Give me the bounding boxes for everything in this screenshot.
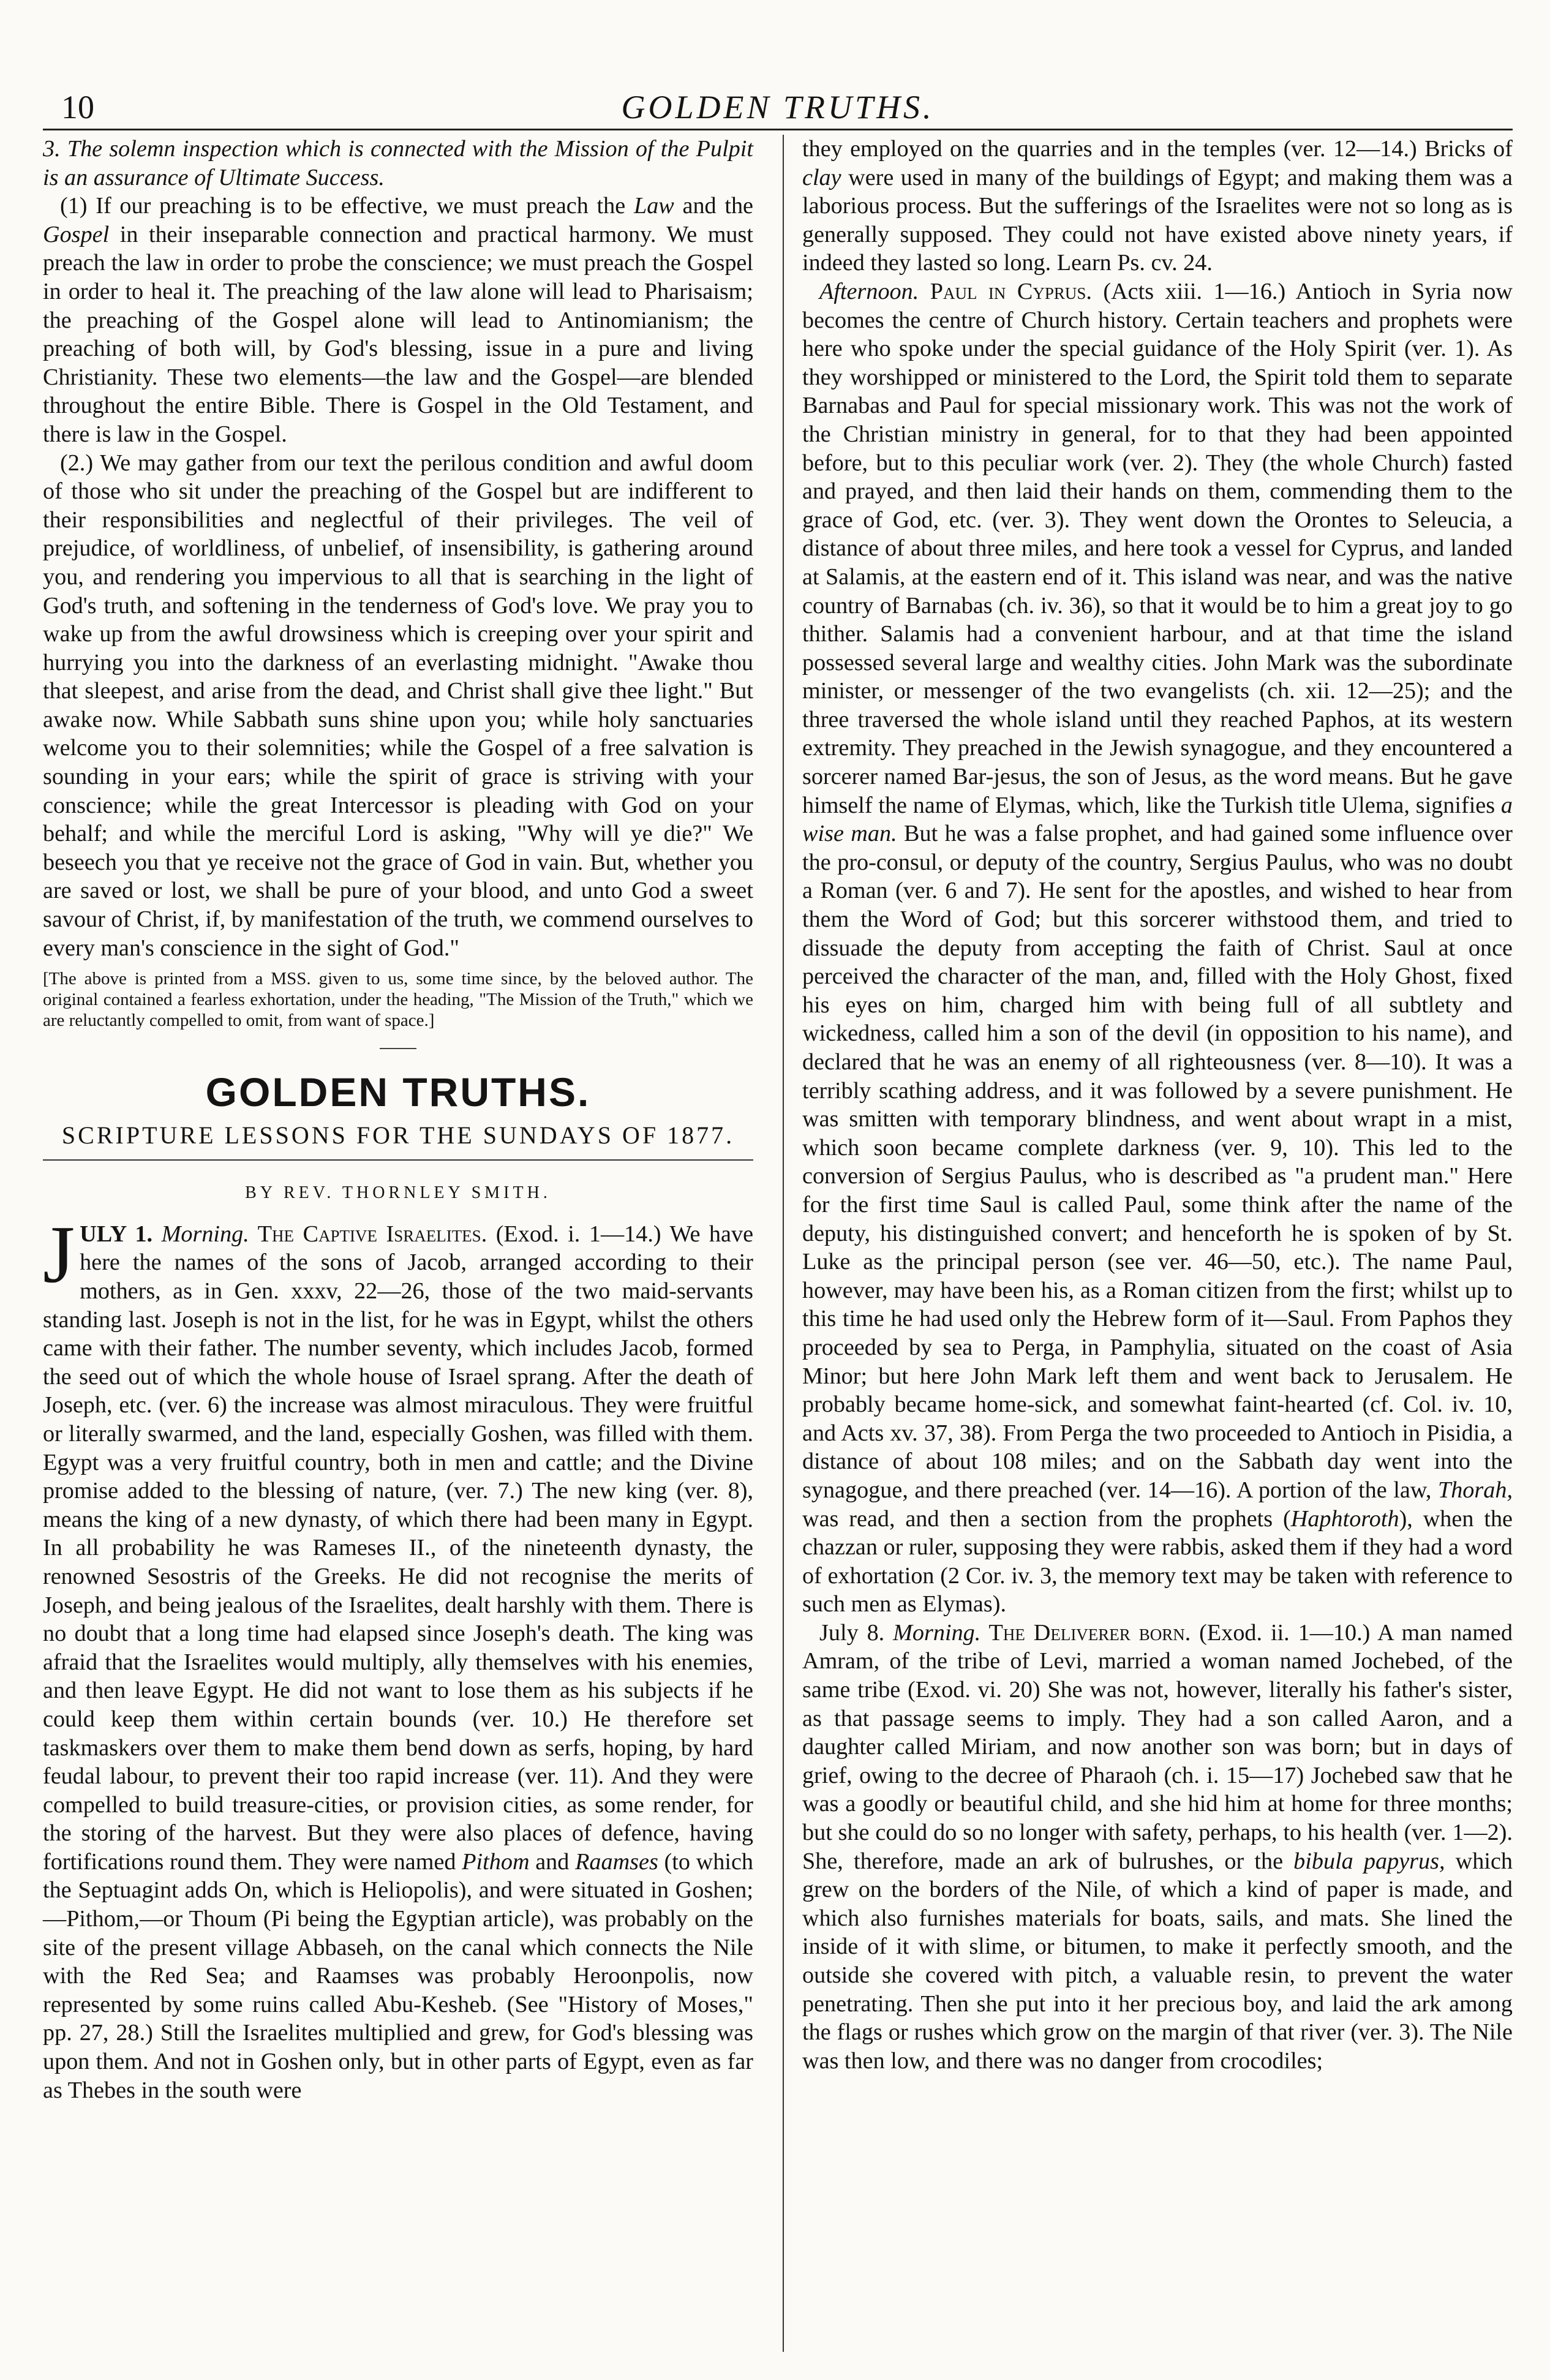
left-column bbox=[43, 135, 753, 2104]
paragraph-continued: they employed on the quarries and in the temples (ver. 12—14.) Bricks of clay were used in many of the buildings of Egypt; and making them was a laborious process. But the sufferings of the Israelites were not so long as is generally supposed. They could not have existed above ninety years, if indeed they lasted so long. Learn Ps. cv. 24. bbox=[802, 136, 1513, 276]
byline: BY REV. THORNLEY SMITH. bbox=[245, 1183, 551, 1203]
page-number: 10 bbox=[61, 89, 94, 126]
drop-cap: J bbox=[43, 1208, 75, 1300]
running-title: GOLDEN TRUTHS. bbox=[621, 89, 935, 126]
column-divider bbox=[783, 135, 784, 2352]
separator bbox=[380, 1048, 416, 1049]
paragraph-perilous-condition: (2.) We may gather from our text the perilous condition and awful doom of those who sit under the preaching of the Gospel but are indifferent to their responsibilities and neglectful of their privileges. The veil of prejudice, of worldliness, of unbelief, of insensibility, is gathering around you, and rendering you impervious to all that is searching in the light of God's truth, and softening in the tenderness of God's love. We pray you to wake up from the awful drowsiness which is creeping over your spirit and hurrying you into the darkness of an everlasting midnight. "Awake thou that sleepest, and arise from the dead, and Christ shall give thee light." But awake now. While Sabbath suns shine upon you; while holy sanctuaries welcome you to their solemnities; while the Gospel of a free salvation is sounding in your ears; while the spirit of grace is striving with your conscience; while the great Intercessor is pleading with God on your behalf; and while the merciful Lord is asking, "Why will ye die?" We beseech you that ye receive not the grace of God in vain. But, whether you are saved or lost, we shall be pure of your blood, and unto God a sweet savour of Christ, if, by manifestation of the truth, we commend ourselves to every man's conscience in the sight of God." bbox=[43, 450, 753, 961]
section-subtitle: SCRIPTURE LESSONS FOR THE SUNDAYS OF 1877. bbox=[61, 1121, 735, 1150]
lesson-july-1-morning: JULY 1. Morning. The Captive Israelites. (Exod. i. 1—14.) We have here the names of the sons of Jacob, arranged according to their mothers, as in Gen. xxxv, 22—26, those of the two maid-servants standing last. Joseph is not in the list, for he was in Egypt, whilst the others came with their father. The number seventy, which includes Jacob, formed the seed out of which the whole house of Israel sprang. After the death of Joseph, etc. (ver. 6) the increase was almost miraculous. They were fruitful or literally swarmed, and the land, especially Goshen, was filled with them. Egypt was a very fruitful country, both in men and cattle; and the Divine promise added to the blessing of nature, (ver. 7.) The new king (ver. 8), means the king of a new dynasty, of which there had been many in Egypt. In all probability he was Rameses II., of the nineteenth dynasty, the renowned Sesostris of the Greeks. He did not recognise the merits of Joseph, and being jealous of the Israelites, dealt harshly with them. There is no doubt that a long time had elapsed since Joseph's death. The king was afraid that the Israelites would multiply, ally themselves with his enemies, and then leave Egypt. He did not want to lose them as his subjects if he could keep them within certain bounds (ver. 10.) He therefore set taskmaskers over them to make them bend down as serfs, hoping, by hard feudal labour, to prevent their too rapid increase (ver. 11). And they were compelled to build treasure-cities, or provision cities, as some render, for the storing of the harvest. But they were also places of defence, having fortifications round them. They were named Pithom and Raamses (to which the Septuagint adds On, which is Heliopolis), and were situated in Goshen;—Pithom,—or Thoum (Pi being the Egyptian article), was probably on the site of the present village Abbaseh, on the canal which connects the Nile with the Red Sea; and Raamses was probably Heroonpolis, now represented by some ruins called Abu-Kesheb. (See "History of Moses," pp. 27, 28.) Still the Israelites multiplied and grew, for God's blessing was upon them. And not in Goshen only, but in other parts of Egypt, even as far as Thebes in the south were bbox=[43, 1208, 754, 2103]
editor-note: [The above is printed from a MSS. given to us, some time since, by the beloved author. The original contained a fearless exhortation, under the heading, "The Mission of the Truth," which we are reluctantly compelled to omit, from want of space.] bbox=[43, 969, 753, 1031]
header-rule bbox=[43, 129, 1513, 130]
right-column bbox=[802, 135, 1513, 2075]
page-header bbox=[43, 86, 1513, 129]
section-rule bbox=[43, 1159, 753, 1161]
section-title: GOLDEN TRUTHS. bbox=[205, 1069, 591, 1115]
lesson-july-1-afternoon: Afternoon. Paul in Cyprus. (Acts xiii. 1—16.) Antioch in Syria now becomes the centre of Church history. Certain teachers and prophets were here who spoke under the special guidance of the Holy Spirit (ver. 1). As they worshipped or ministered to the Lord, the Spirit told them to separate Barnabas and Paul for special missionary work. This was not the work of the Christian ministry in general, for to that they had been appointed before, but to this peculiar work (ver. 2). They (the whole Church) fasted and prayed, and then laid their hands on them, commending them to the grace of God, etc. (ver. 3). They went down the Orontes to Seleucia, a distance of about three miles, and here took a vessel for Cyprus, and landed at Salamis, at the eastern end of it. This island was near, and was the native country of Barnabas (ch. iv. 36), so that it would be to him a great joy to go thither. Salamis had a convenient harbour, and at that time the island possessed several large and wealthy cities. John Mark was the subordinate minister, or messenger of the two evangelists (ch. xii. 12—25); and the three traversed the whole island until they reached Paphos, at its western extremity. They preached in the Jewish synagogue, and they encountered a sorcerer named Bar-jesus, the son of Jesus, as the word means. But he gave himself the name of Elymas, which, like the Turkish title Ulema, signifies a wise man. But he was a false prophet, and had gained some influence over the pro-consul, or deputy of the country, Sergius Paulus, who was no doubt a Roman (ver. 6 and 7). He sent for the apostles, and wished to hear from them the Word of God; but this sorcerer withstood them, and tried to dissuade the deputy from accepting the faith of Christ. Saul at once perceived the character of the man, and, filled with the Holy Ghost, fixed his eyes on him, charged him with being full of all subtlety and wickedness, called him a son of the devil (in opposition to his name), and declared that he was an enemy of all righteousness (ver. 8—10). It was a terribly scathing address, and it was followed by a severe punishment. He was smitten with temporary blindness, and went about wrapt in a mist, which soon became complete darkness (ver. 9, 10). This led to the conversion of Sergius Paulus, who is described as "a prudent man." Here for the first time Saul is called Paul, some think after the name of the deputy, his distinguished convert; and henceforth he is spoken of by St. Luke as the principal person (see ver. 46—50, etc.). The name Paul, however, may have been his, as a Roman citizen from the first; whilst up to this time he had used only the Hebrew form of it—Saul. From Paphos they proceeded by sea to Perga, in Pamphylia, situated on the coast of Asia Minor; but here John Mark left them and went back to Jerusalem. He probably became home-sick, and somewhat faint-hearted (cf. Col. iv. 10, and Acts xv. 37, 38). From Perga the two proceeded to Antioch in Pisidia, a distance of about 108 miles; and on the Sabbath day went into the synagogue, and there preached (ver. 14—16). A portion of the law, Thorah, was read, and then a section from the prophets (Haphtoroth), when the chazzan or ruler, supposing they were rabbis, asked them if they had a word of exhortation (2 Cor. iv. 3, the memory text may be taken with reference to such men as Elymas). bbox=[802, 278, 1513, 1617]
paragraph-law-and-gospel: (1) If our preaching is to be effective, we must preach the Law and the Gospel in their inseparable connection and practical harmony. We must preach the law in order to probe the conscience; we must preach the Gospel in order to heal it. The preaching of the law alone will lead to Pharisaism; the preaching of the Gospel alone will lead to Antinomianism; the preaching of both will, by God's blessing, issue in a pure and living Christianity. These two elements—the law and the Gospel—are blended throughout the entire Bible. There is Gospel in the Old Testament, and there is law in the Gospel. bbox=[43, 193, 754, 447]
lesson-july-8-morning: July 8. Morning. The Deliverer born. (Exod. ii. 1—10.) A man named Amram, of the tribe of Levi, married a woman named Jochebed, of the same tribe (Exod. vi. 20) She was not, however, literally his father's sister, as that passage seems to imply. They had a son called Aaron, and a daughter called Miriam, and now another son was born; but in days of grief, owing to the decree of Pharaoh (ch. i. 15—17) Jochebed saw that he was a goodly or beautiful child, and she hid him at home for three months; but she could do so no longer with safety, perhaps, to his health (ver. 1—2). She, therefore, made an ark of bulrushes, or the bibula papyrus, which grew on the borders of the Nile, of which a kind of paper is made, and which also furnishes materials for boats, sails, and mats. She lined the inside of it with slime, or bitumen, to make it perfectly smooth, and the outside she covered with pitch, a valuable resin, to prevent the water penetrating. Then she put into it her precious boy, and laid the ark among the flags or rushes which grow on the margin of that river (ver. 3). The Nile was then low, and there was no danger from crocodiles; bbox=[802, 1619, 1513, 2074]
section-3-heading: 3. The solemn inspection which is connected with the Mission of the Pulpit is an assurance of Ultimate Success. bbox=[43, 136, 753, 190]
